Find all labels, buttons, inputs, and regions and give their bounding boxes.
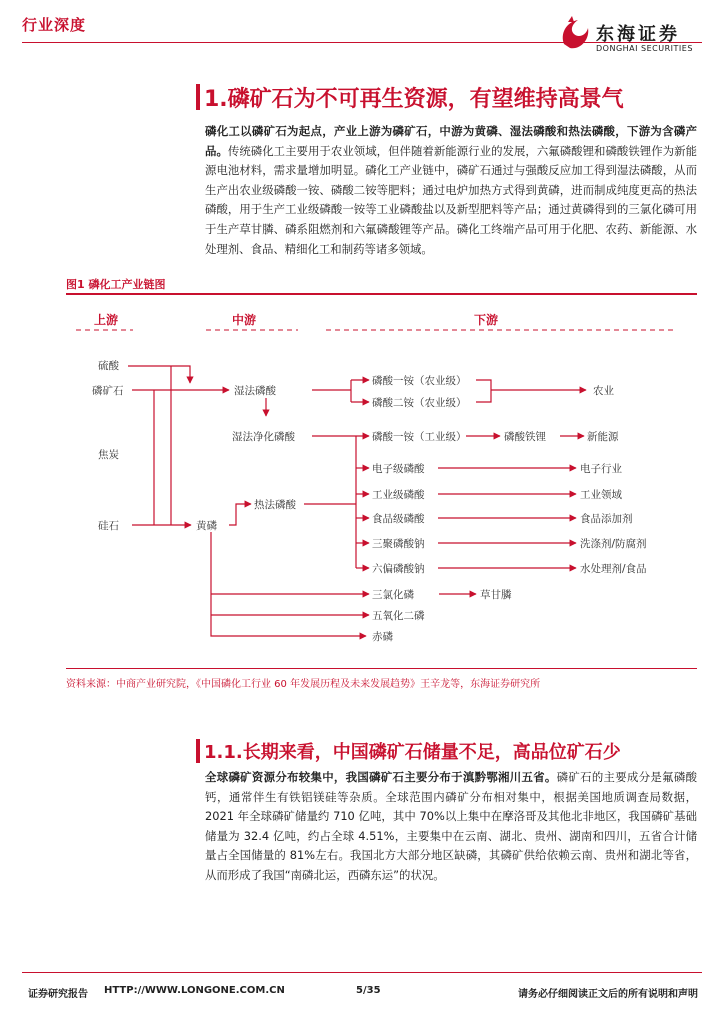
section-tag: 行业深度: [22, 16, 87, 34]
end-new-energy: 新能源: [587, 431, 619, 443]
footer-disclaimer: 请务必仔细阅读正文后的所有说明和声明: [518, 989, 698, 1000]
company-logo: [558, 14, 708, 60]
footer-divider: [22, 972, 702, 973]
end-industrial: 工业领域: [580, 489, 622, 501]
node-wet-acid: 湿法磷酸: [234, 385, 276, 397]
flow-yellow-trunk: [211, 532, 366, 636]
section-1-title: 1.磷矿石为不可再生资源，有望维持高景气: [204, 87, 624, 112]
figure-source: 资料来源：中商产业研究院，《中国磷化工行业 60 年发展历程及未来发展趋势》王辛龙等，东海证券研究所: [66, 679, 541, 690]
node-yellow-phosphorus: 黄磷: [196, 520, 217, 532]
node-red-phosphorus: 赤磷: [372, 631, 393, 643]
paragraph-body: 磷矿石的主要成分是氟磷酸钙，通常伴生有铁铝镁硅等杂质。全球范围内磷矿分布相对集中，根据美国地质调查局数据，2021 年全球磷矿储量约 710 亿吨，其中 70%以上集中在摩洛哥及其他北非地区，我国磷矿基础储量为 32.4 亿吨，约占全球 4.51%，主要集中在云南、湖北、贵州、湖南和四川，五省合计储量占全国储量的 81%左右。我国北方大部分地区缺磷，其磷矿供给依赖云南、贵州和湖北等省，从而形成了我国“南磷北运，西磷东运”的状况。: [205, 770, 697, 882]
section-1-1-paragraph: [205, 768, 697, 886]
figure-bottom-rule: [66, 668, 697, 669]
end-detergent: 洗涤剂/防腐剂: [580, 538, 647, 550]
paragraph-lead: 磷化工以磷矿石为起点，产业上游为磷矿石，中游为黄磷、湿法磷酸和热法磷酸，下游为含磷产品。: [205, 124, 697, 158]
node-electronic-acid: 电子级磷酸: [372, 463, 425, 475]
flow-yellow-to-thermal: [229, 504, 251, 525]
paragraph-lead: 全球磷矿资源分布较集中，我国磷矿石主要分布于滇黔鄂湘川五省。: [205, 770, 557, 784]
flow-sulfuric-to-wet: [128, 366, 190, 383]
footer-url-link[interactable]: HTTP://WWW.LONGONE.COM.CN: [104, 985, 285, 996]
node-shmp: 六偏磷酸钠: [372, 563, 425, 575]
node-pcl3: 三氯化磷: [372, 589, 414, 601]
footer-report-type: 证券研究报告: [28, 989, 88, 1000]
dragon-logo-icon: [558, 14, 592, 54]
node-p2o5: 五氧化二磷: [372, 610, 425, 622]
section-1-1-title: 1.1.长期来看，中国磷矿石储量不足，高品位矿石少: [204, 742, 621, 763]
end-electronics: 电子行业: [580, 463, 622, 475]
end-food-additive: 食品添加剂: [580, 513, 633, 525]
node-purified-acid: 湿法净化磷酸: [232, 431, 295, 443]
node-silica: 硅石: [98, 520, 119, 532]
subtitle-accent-bar: [196, 739, 200, 763]
node-map-agri: 磷酸一铵（农业级）: [372, 375, 467, 387]
node-dap-agri: 磷酸二铵（农业级）: [372, 397, 467, 409]
node-lfp: 磷酸铁锂: [504, 431, 546, 443]
node-map-industrial: 磷酸一铵（工业级）: [372, 431, 467, 443]
node-phosphate-rock: 磷矿石: [92, 385, 124, 397]
end-water-treatment: 水处理剂/食品: [580, 563, 647, 575]
logo-english-name: DONGHAI SECURITIES: [596, 44, 693, 53]
paragraph-body: 传统磷化工主要用于农业领域，但伴随着新能源行业的发展，六氟磷酸锂和磷酸铁锂作为新能源电池材料，需求量增加明显。磷化工产业链中，磷矿石通过与强酸反应加工得到湿法磷酸，从而生产出农业级磷酸一铵、磷酸二铵等肥料；通过电炉加热方式得到黄磷，进而制成纯度更高的热法磷酸，用于生产工业级磷酸一铵等工业磷酸盐以及新型肥料等产品；通过黄磷得到的三氯化磷可用于生产草甘膦、磷系阻燃剂和六氟磷酸锂等产品。磷化工终端产品可用于化肥、农药、新能源、水处理剂、食品、精细化工和制药等诸多领域。: [205, 143, 697, 256]
node-glyphosate: 草甘膦: [480, 589, 512, 601]
node-food-acid: 食品级磷酸: [372, 513, 425, 525]
node-industrial-acid: 工业级磷酸: [372, 489, 425, 501]
stage-midstream: 中游: [232, 313, 257, 327]
end-agriculture: 农业: [593, 385, 614, 397]
title-accent-bar: [196, 84, 200, 110]
node-coke: 焦炭: [98, 449, 119, 461]
logo-chinese-name: 东海证券: [596, 24, 680, 45]
node-thermal-acid: 热法磷酸: [254, 499, 296, 511]
figure-top-rule: [66, 293, 697, 295]
node-sulfuric-acid: 硫酸: [98, 360, 119, 372]
flow-agri-merge: [476, 380, 491, 402]
section-1-paragraph: [205, 122, 697, 259]
footer-page-number: 5/35: [356, 985, 381, 996]
node-stpp: 三聚磷酸钠: [372, 538, 425, 550]
stage-downstream: 下游: [474, 313, 499, 327]
phosphorus-chain-diagram: [66, 296, 697, 666]
figure-title: 图1 磷化工产业链图: [66, 278, 166, 291]
stage-upstream: 上游: [94, 313, 119, 327]
